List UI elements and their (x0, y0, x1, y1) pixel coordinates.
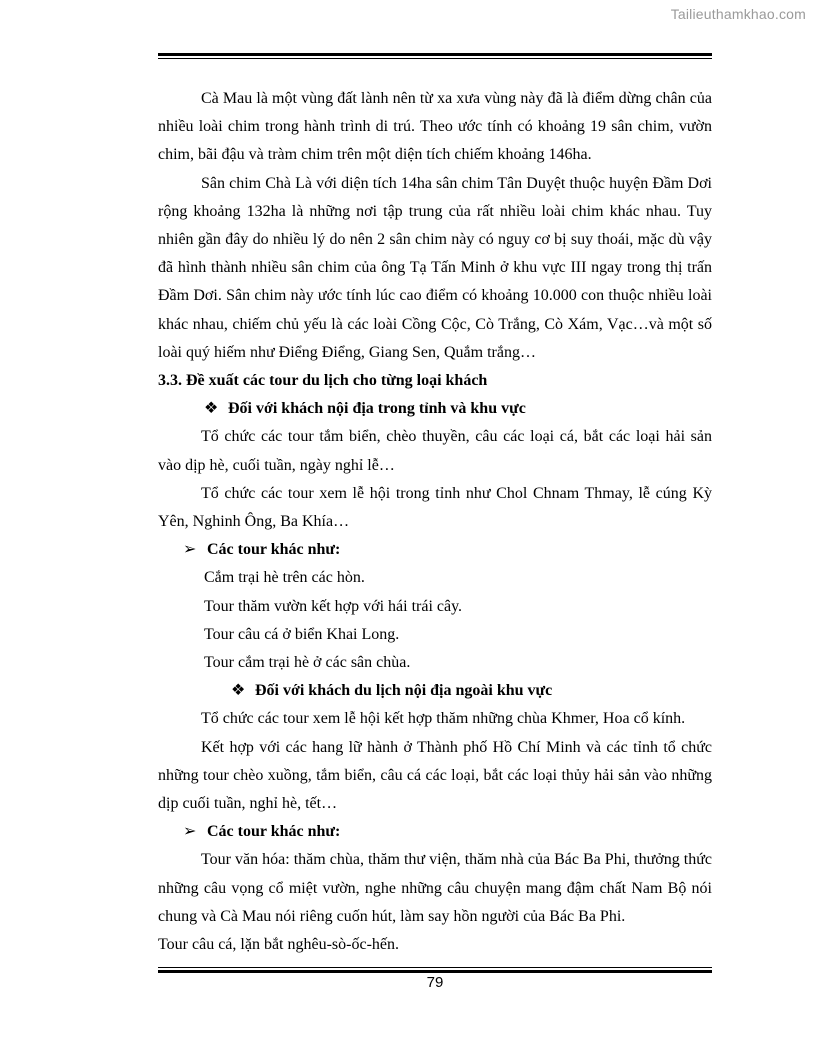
footer-rule (158, 967, 712, 973)
paragraph-fishing-tour: Tour câu cá, lặn bắt nghêu-sò-ốc-hến. (158, 936, 399, 954)
list-item: Cắm trại hè trên các hòn. (204, 569, 365, 587)
paragraph-khmer-temples: Tổ chức các tour xem lễ hội kết hợp thăm những chùa Khmer, Hoa cổ kính. (201, 710, 686, 728)
arrow-bullet-icon: ➢ (183, 823, 197, 841)
bullet-label: Các tour khác như: (207, 823, 341, 841)
section-heading: 3.3. Đề xuất các tour du lịch cho từng loại khách (158, 372, 488, 390)
page-number: 79 (426, 974, 444, 991)
list-item: Tour câu cá ở biển Khai Long. (204, 625, 400, 643)
bullet-label: Đối với khách nội địa trong tỉnh và khu vực (228, 400, 526, 418)
diamond-bullet-icon: ❖ (231, 682, 246, 700)
arrow-bullet-icon: ➢ (183, 541, 197, 559)
paragraph-cultural-tour: Tour văn hóa: thăm chùa, thăm thư viện, thăm nhà của Bác Ba Phi, thưởng thức những câu vọng cổ miệt vườn, nghe những câu chuyện mang đậm chất Nam Bộ nói chung và Cà Mau nói riêng cuốn hút, làm say hồn người của Bác Ba Phi. (158, 851, 712, 925)
watermark: Tailieuthamkhao.com (670, 6, 806, 22)
list-item: Tour thăm vườn kết hợp với hái trái cây. (204, 597, 463, 615)
bullet-label: Đối với khách du lịch nội địa ngoài khu vực (255, 682, 553, 700)
paragraph-ca-mau-birds: Cà Mau là một vùng đất lành nên từ xa xưa vùng này đã là điểm dừng chân của nhiều loài chim trong hành trình di trú. Theo ước tính có khoảng 19 sân chim, vườn chim, bãi đậu và tràm chim trên một diện tích chiếm khoảng 146ha. (158, 90, 712, 164)
list-item: Tour cắm trại hè ở các sân chùa. (204, 654, 411, 672)
paragraph-beach-tours: Tổ chức các tour tắm biển, chèo thuyền, câu các loại cá, bắt các loại hải sản vào dịp hè, cuối tuần, ngày nghỉ lễ… (158, 428, 712, 474)
bullet-domestic-local (158, 395, 712, 423)
bullet-other-tours-1 (158, 536, 712, 564)
header-rule (158, 53, 712, 59)
bullet-domestic-outside (158, 677, 712, 705)
paragraph-cha-la: Sân chim Chà Là với diện tích 14ha sân chim Tân Duyệt thuộc huyện Đầm Dơi rộng khoảng 132ha là những nơi tập trung của rất nhiều loài chim khác nhau. Tuy nhiên gần đây do nhiều lý do nên 2 sân chim này có nguy cơ bị suy thoái, mặc dù vậy đã hình thành nhiều sân chim của ông Tạ Tấn Minh ở khu vực III ngay trong thị trấn Đầm Dơi. Sân chim này ước tính lúc cao điểm có khoảng 10.000 con thuộc nhiều loài khác nhau, chiếm chủ yếu là các loài Cồng Cộc, Cò Trắng, Cò Xám, Vạc…và một số loài quý hiếm như Điểng Điểng, Giang Sen, Quắm trắng… (158, 174, 712, 361)
paragraph-hcmc-partners: Kết hợp với các hang lữ hành ở Thành phố Hồ Chí Minh và các tỉnh tổ chức những tour chèo xuồng, tắm biển, câu cá các loại, bắt các loại thủy hải sản vào những dịp cuối tuần, nghỉ hè, tết… (158, 738, 712, 813)
page-body (158, 85, 712, 959)
bullet-other-tours-2 (158, 818, 712, 846)
bullet-label: Các tour khác như: (207, 541, 341, 559)
diamond-bullet-icon: ❖ (204, 400, 219, 418)
paragraph-festival-tours: Tổ chức các tour xem lễ hội trong tỉnh như Chol Chnam Thmay, lễ cúng Kỳ Yên, Nghinh Ông, Ba Khía… (158, 484, 712, 531)
